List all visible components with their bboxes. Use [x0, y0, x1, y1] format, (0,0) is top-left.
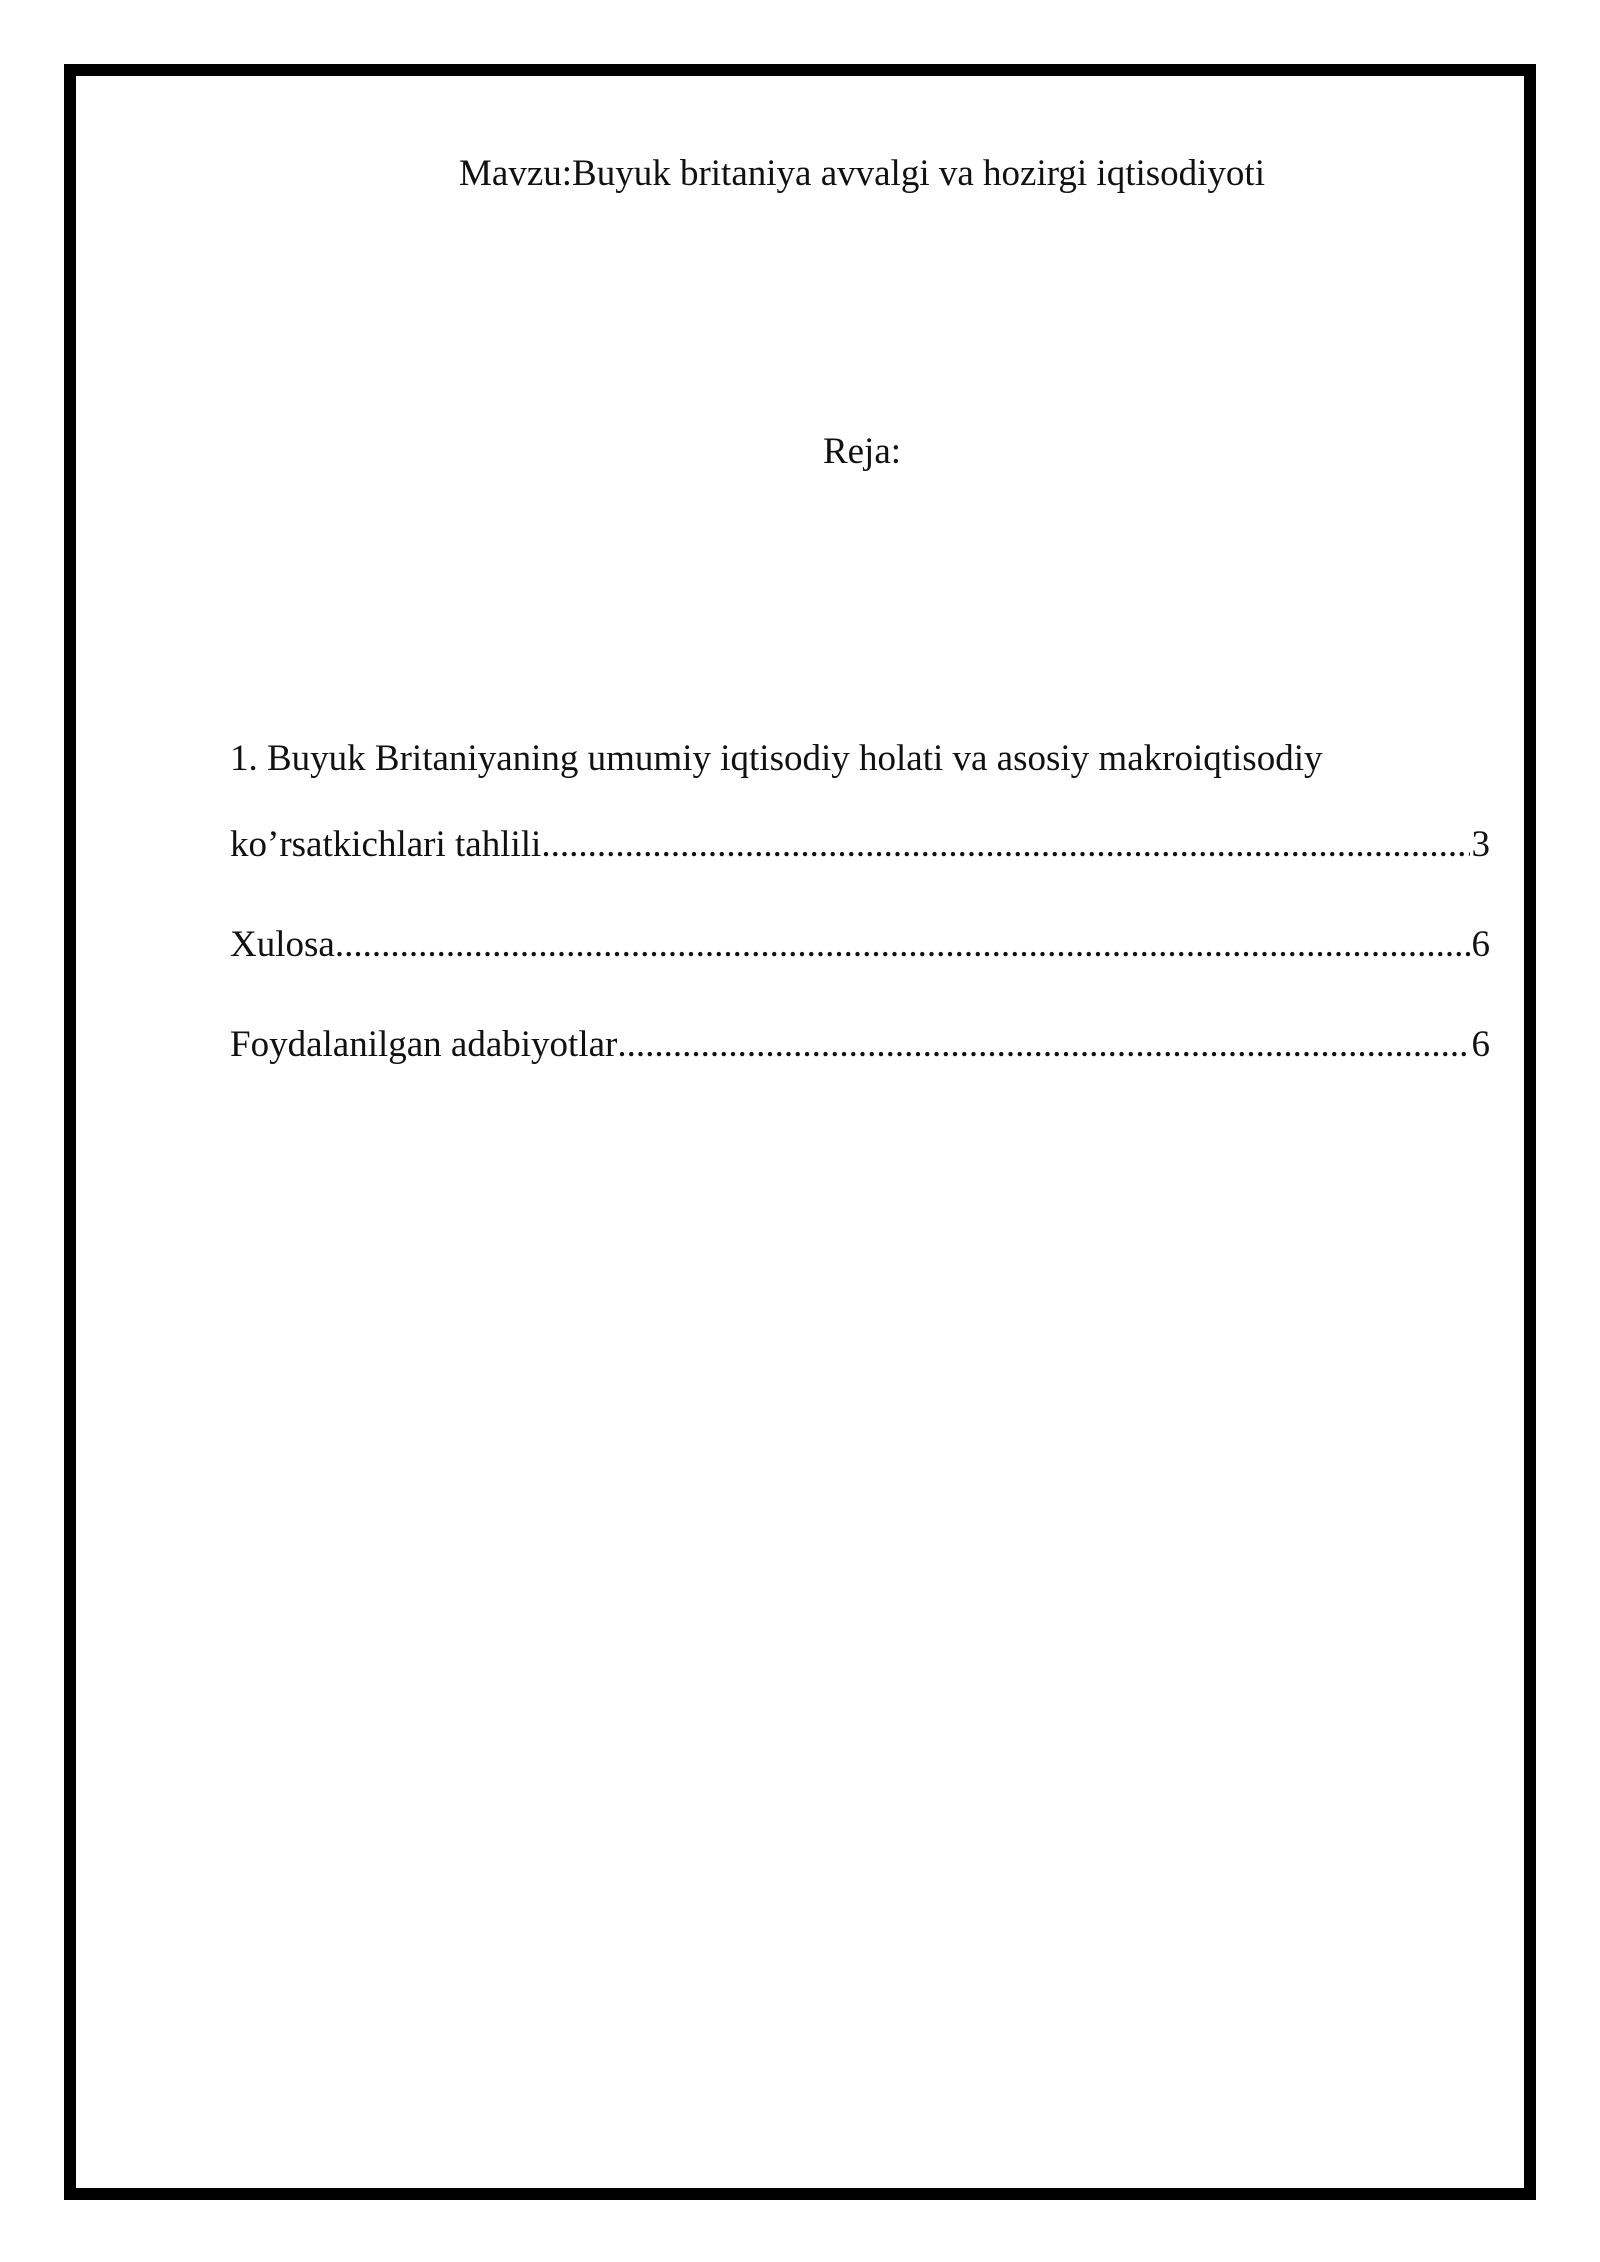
toc-entry-3[interactable]: [230, 1021, 1490, 1069]
page-border: [64, 64, 1536, 2200]
toc-entry-2[interactable]: [230, 921, 1490, 969]
document-title: Mavzu:Buyuk britaniya avvalgi va hozirgi iqtisodiyoti: [459, 153, 1265, 194]
toc-entry-2-title: Xulosa: [230, 924, 335, 965]
toc-dot-leader: [541, 821, 1469, 869]
toc-dot-leader: [335, 921, 1470, 969]
toc-entry-1-page-number: 3: [1471, 824, 1490, 865]
table-of-contents: [230, 735, 1490, 1069]
toc-entry-1-line-1: [230, 735, 1490, 783]
toc-entry-1-title-part-1: 1. Buyuk Britaniyaning umumiy iqtisodiy holati va asosiy makroiqtisodiy: [230, 738, 1323, 779]
toc-dot-leader: [617, 1021, 1469, 1069]
toc-entry-1-line-2[interactable]: [230, 821, 1490, 869]
toc-entry-3-title: Foydalanilgan adabiyotlar: [230, 1024, 618, 1065]
toc-entry-1-title-part-2: ko’rsatkichlari tahlili: [230, 824, 542, 865]
plan-heading: Reja:: [822, 431, 902, 472]
toc-entry-3-page-number: 6: [1471, 1024, 1490, 1065]
toc-entry-2-page-number: 6: [1471, 924, 1490, 965]
